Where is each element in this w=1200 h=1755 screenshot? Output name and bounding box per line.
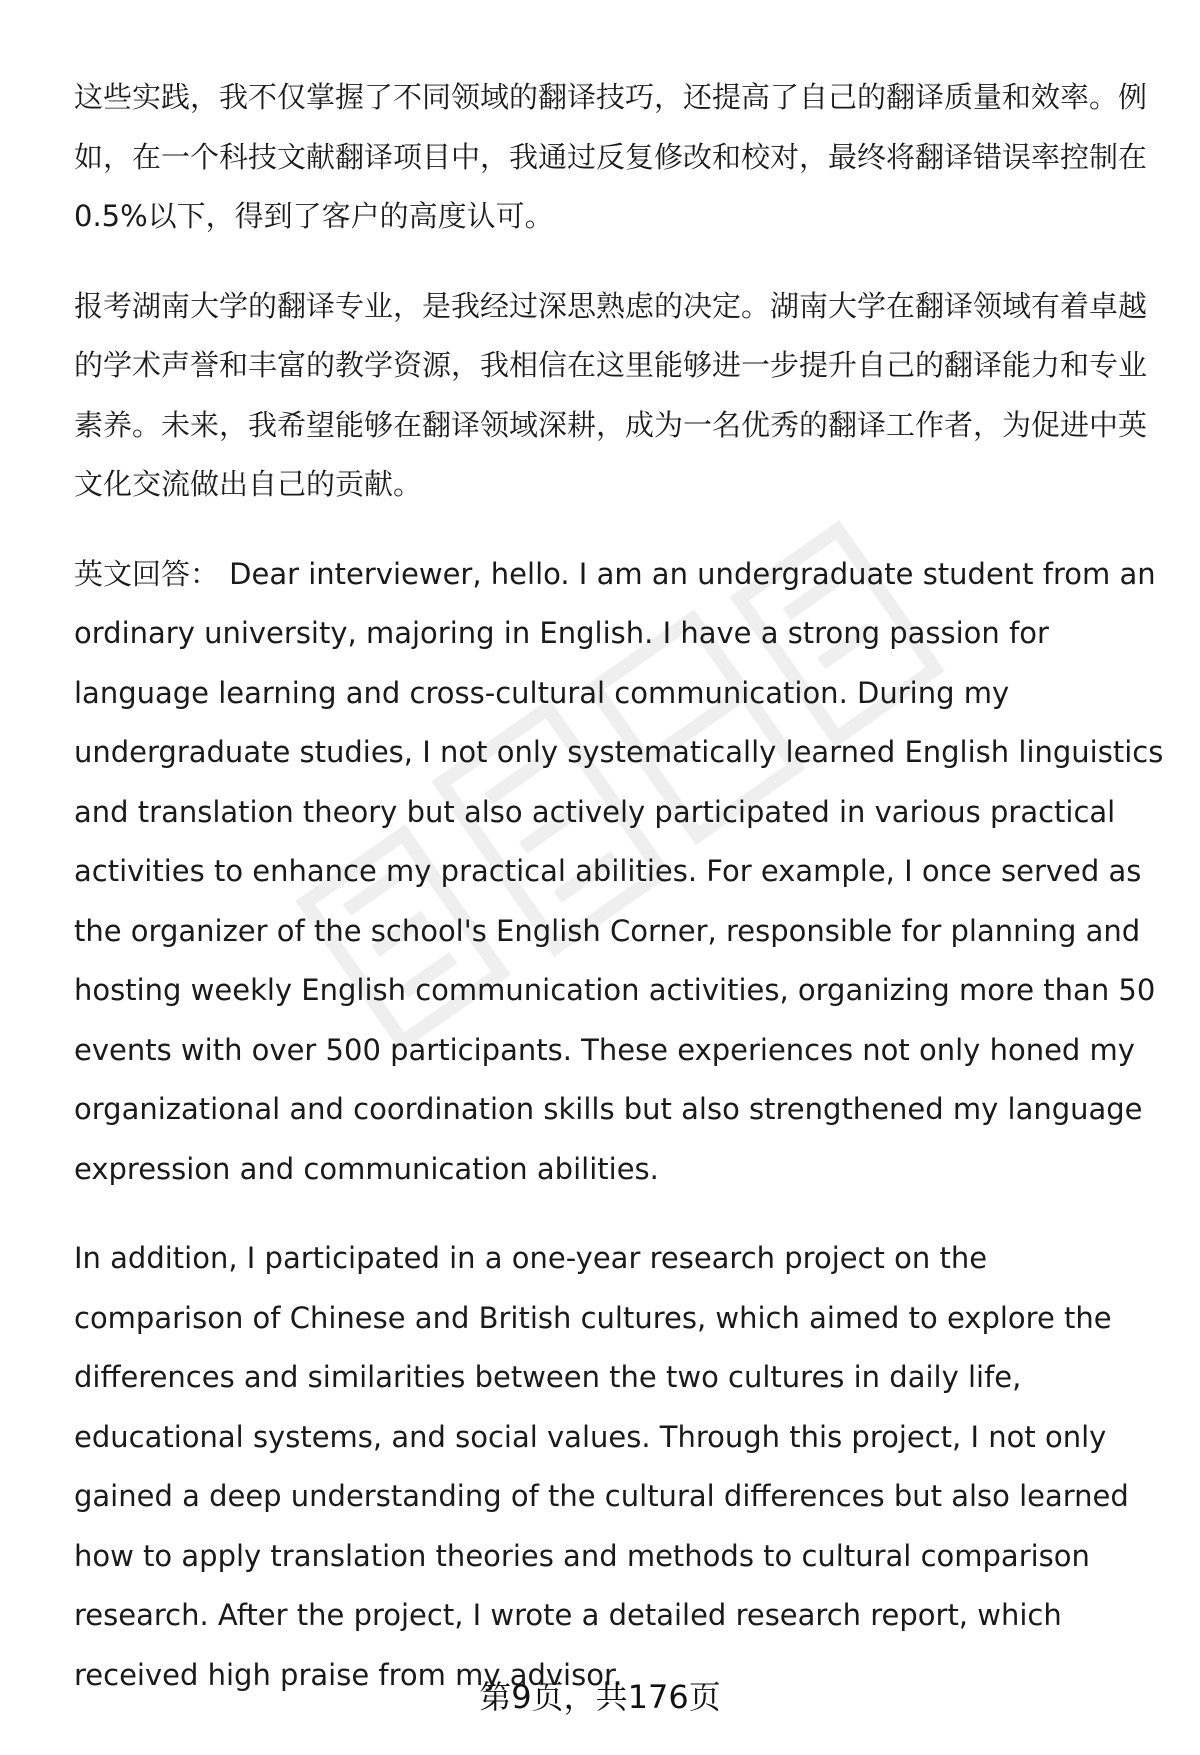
paragraph-research-project — [74, 1229, 1164, 1705]
page-number-footer: 第9页，共176页 — [479, 1678, 721, 1716]
paragraph-text: Dear interviewer, hello. I am an undergraduate student from an ordinary university, majoring in English. I have a strong passion for language learning and cross-cultural communication. During my undergraduate studies, I not only systematically learned English linguistics and translation theory but also actively participated in various practical activities to enhance my practical abilities. For example, I once served as the organizer of the school's English Corner, responsible for planning and hosting weekly English communication activities, organizing more than 50 events with over 500 participants. These experiences not only honed my organizational and coordination skills but also strengthened my language expression and communication abilities. — [74, 556, 1164, 1186]
answer-prefix: 英文回答： — [74, 556, 220, 591]
paragraph-text: 报考湖南大学的翻译专业，是我经过深思熟虑的决定。湖南大学在翻译领域有着卓越的学术声誉和丰富的教学资源，我相信在这里能够进一步提升自己的翻译能力和专业素养。未来，我希望能够在翻译领域深耕，成为一名优秀的翻译工作者，为促进中英文化交流做出自己的贡献。 — [74, 288, 1148, 501]
paragraph-english-answer — [74, 545, 1164, 1200]
paragraph-application-reason — [74, 277, 1164, 515]
paragraph-text: 这些实践，我不仅掌握了不同领域的翻译技巧，还提高了自己的翻译质量和效率。例如，在一个科技文献翻译项目中，我通过反复修改和校对，最终将翻译错误率控制在0.5%以下，得到了客户的高度认可。 — [74, 80, 1148, 233]
paragraph-translation-practice — [74, 68, 1164, 247]
paragraph-text: In addition, I participated in a one-year research project on the comparison of Chinese and British cultures, which aimed to explore the differences and similarities between the two cultures in daily life, educational systems, and social values. Through this project, I not only gained a deep understanding of the cultural differences but also learned how to apply translation theories and methods to cultural comparison research. After the project, I wrote a detailed research report, which received high praise from my advisor. — [74, 1241, 1129, 1692]
document-body — [74, 68, 1164, 1735]
